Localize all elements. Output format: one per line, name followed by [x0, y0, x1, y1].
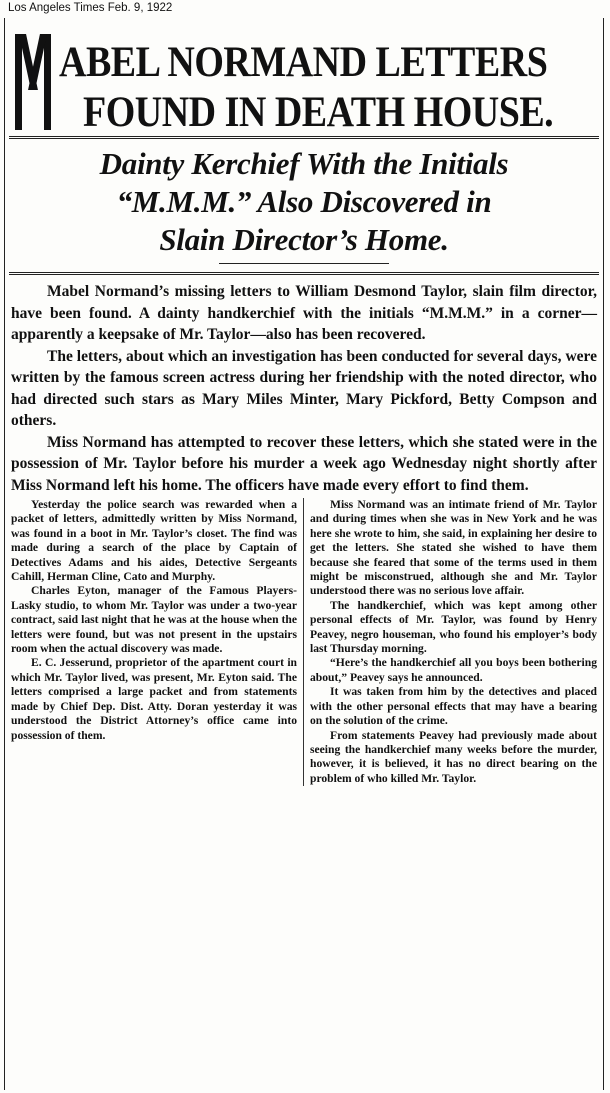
lead-paragraph: Mabel Normand’s missing letters to William Desmond Taylor, slain film director, have been found. A dainty handkerchief with the initials “M.M.M.” in a corner—apparently a keepsake of Mr. Taylor—also has been recovered.	[11, 283, 597, 343]
column-paragraph: Charles Eyton, manager of the Famous Players-Lasky studio, to whom Mr. Taylor was under a two-year contract, said last night that he was at the house when the letters were found, but was not present in the upstairs room when the actual discovery was made.	[11, 584, 297, 656]
column-paragraph: “Here’s the handkerchief all you boys been bothering about,” Peavey says he announced.	[310, 656, 597, 684]
body-columns	[5, 498, 603, 786]
deck-line-2: “M.M.M.” Also Discovered in	[116, 184, 492, 219]
column-paragraph: Miss Normand was an intimate friend of Mr. Taylor and during times when she was in New York and he was here she wrote to him, she said, in explaining her desire to get the letters. She stated she wished to have them because she feared that some of the terms used in them might be misconstrued, although she and Mr. Taylor understood there was no serious love affair.	[310, 498, 597, 598]
lead-paragraph: Miss Normand has attempted to recover these letters, which she stated were in the possession of Mr. Taylor before his murder a week ago Wednesday night shortly after Miss Normand left his home. The officers have made every effort to find them.	[11, 433, 597, 494]
deck-line-1: Dainty Kerchief With the Initials	[99, 146, 509, 181]
column-paragraph: E. C. Jesserund, proprietor of the apartment court in which Mr. Taylor lived, was present, Mr. Eyton said. The letters comprised a large packet and from statements made by Chief Dep. Dist. Atty. Doran yesterday it was understood the District Attorney’s office came into possession of them.	[11, 656, 297, 742]
headline-line-1: ABEL NORMAND LETTERS	[59, 38, 548, 87]
headline	[5, 18, 603, 136]
column-paragraph: Yesterday the police search was rewarded when a packet of letters, admittedly written by Miss Normand, was found in a boot in Mr. Taylor’s closet. The find was made during a search of the place by Captain of Detectives Adams and his aides, Detective Sergeants Cahill, Herman Cline, Cato and Murphy.	[11, 498, 297, 584]
deck	[5, 139, 603, 272]
deck-bottom-rule	[9, 272, 599, 275]
headline-line-2: FOUND IN DEATH HOUSE.	[83, 88, 554, 137]
drop-cap-m	[15, 34, 51, 130]
newspaper-clipping	[4, 18, 604, 1090]
column-paragraph: From statements Peavey had previously made about seeing the handkerchief many weeks before the murder, however, it is believed, it has no direct bearing on the problem of who killed Mr. Taylor.	[310, 728, 597, 785]
lead-paragraphs	[5, 281, 603, 496]
left-column	[5, 498, 304, 786]
column-paragraph: It was taken from him by the detectives and placed with the other personal effects that may have a bearing on the solution of the crime.	[310, 685, 597, 728]
deck-line-3: Slain Director’s Home.	[159, 222, 449, 257]
source-caption: Los Angeles Times Feb. 9, 1922	[8, 2, 173, 14]
column-paragraph: The handkerchief, which was kept among other personal effects of Mr. Taylor, was found by Henry Peavey, negro houseman, who found his employer’s body last Thursday morning.	[310, 598, 597, 656]
deck-rule	[219, 263, 389, 264]
right-column	[304, 498, 603, 786]
lead-paragraph: The letters, about which an investigation has been conducted for several days, were written by the famous screen actress during her friendship with the noted director, who had directed such stars as Mary Miles Minter, Mary Pickford, Betty Compson and others.	[11, 347, 597, 429]
